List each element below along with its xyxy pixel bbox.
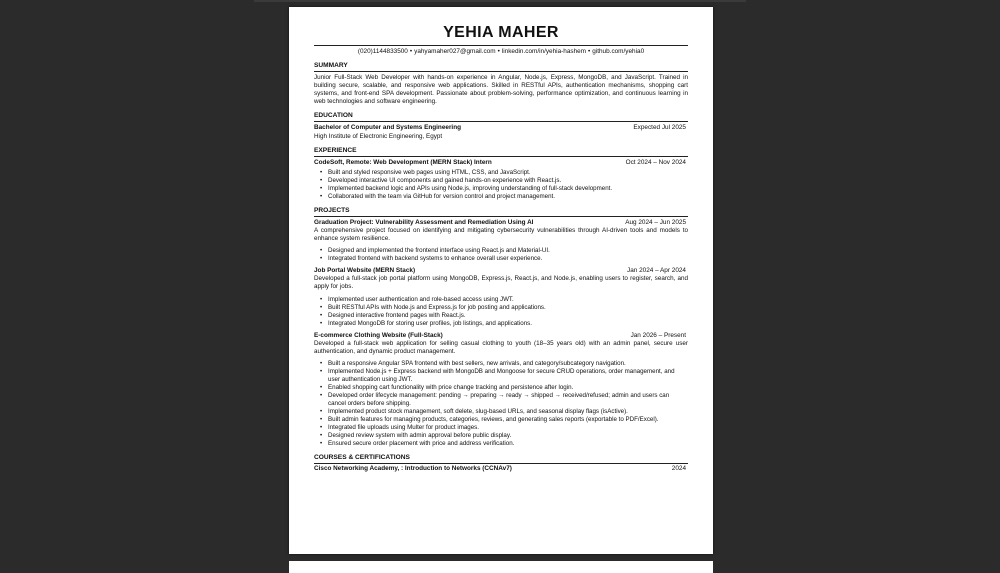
- list-item: • Built and styled responsive web pages using HTML, CSS, and JavaScript.: [328, 169, 688, 177]
- education-entry: [314, 124, 688, 140]
- school: High Institute of Electronic Engineering, Egypt: [314, 132, 443, 140]
- list-item: • Collaborated with the team via GitHub for version control and project management.: [328, 193, 688, 201]
- resume-name: YEHIA MAHER: [443, 24, 559, 41]
- list-item: • Designed review system with admin approval before public display.: [328, 432, 688, 440]
- list-item: • Ensured secure order placement with price and address verification.: [328, 440, 688, 448]
- summary-text: Junior Full-Stack Web Developer with hands-on experience in Angular, Node.js, Express, MongoDB, and JavaScript. Trained in building secure, scalable, and responsive web applications. Skilled in RESTful APIs, authentication mechanisms, shopping cart systems, and front-end SPA development. Passionate about problem-solving, performance optimization, and continuous learning in web technologies and software engineering.: [314, 74, 688, 106]
- contact-linkedin[interactable]: linkedin.com/in/yehia-hashem: [501, 48, 586, 55]
- list-item: • Implemented Node.js + Express backend with MongoDB and Mongoose for secure CRUD operations, order management, and user authentication using JWT.: [328, 368, 688, 384]
- courses-heading: COURSES & CERTIFICATIONS: [314, 454, 688, 464]
- resume-page: [289, 7, 713, 554]
- list-item: • Implemented backend logic and APIs using Node.js, improving understanding of full-stack development.: [328, 185, 688, 193]
- project-name: Graduation Project: Vulnerability Assessment and Remediation Using AI: [314, 218, 534, 226]
- course-name: Cisco Networking Academy, : Introduction to Networks (CCNAv7): [314, 464, 512, 472]
- contact-separator: •: [497, 48, 500, 55]
- project-date: Aug 2024 – Jun 2025: [625, 218, 686, 226]
- project-ecommerce: [314, 332, 688, 448]
- education-heading: EDUCATION: [314, 112, 688, 122]
- list-item: • Integrated frontend with backend systems to enhance overall user experience.: [328, 255, 688, 263]
- list-item: • Built a responsive Angular SPA frontend with best sellers, new arrivals, and category/subcategory navigation.: [328, 360, 688, 368]
- list-item: • Developed order lifecycle management: pending → preparing → ready → shipped → received/refused; admin and users can cancel orders before shipping.: [328, 392, 688, 408]
- course-date: 2024: [671, 464, 686, 472]
- experience-bullets: [314, 169, 688, 201]
- viewer-top-edge: [254, 0, 746, 2]
- contact-separator: •: [588, 48, 591, 55]
- project-name: Job Portal Website (MERN Stack): [314, 267, 416, 275]
- project-desc: Developed a full-stack job portal platform using MongoDB, Express.js, React.js, and Node.js, enabling users to register, search, and apply for jobs.: [314, 275, 688, 291]
- contact-line: [314, 45, 688, 56]
- project-name: E-commerce Clothing Website (Full-Stack): [314, 331, 443, 339]
- list-item: • Developed interactive UI components and gained hands-on experience with React.js.: [328, 177, 688, 185]
- list-item: • Built admin features for managing products, categories, reviews, and generating sales reports (exportable to PDF/Excel).: [328, 416, 688, 424]
- projects-heading: PROJECTS: [314, 207, 688, 217]
- next-page-edge: [289, 561, 713, 573]
- project-bullets: [314, 247, 688, 263]
- list-item: • Designed interactive frontend pages with React.js.: [328, 312, 688, 320]
- project-graduation: [314, 219, 688, 263]
- list-item: • Enabled shopping cart functionality with price change tracking and persistence after login.: [328, 384, 688, 392]
- list-item: • Implemented product stock management, soft delete, slug-based URLs, and seasonal display flags (isActive).: [328, 408, 688, 416]
- project-desc: Developed a full-stack web application for selling casual clothing to youth (18–35 years old) with an admin panel, secure user authentication, and dynamic product management.: [314, 339, 688, 355]
- project-bullets: [314, 296, 688, 328]
- list-item: • Designed and implemented the frontend interface using React.js and Material-UI.: [328, 247, 688, 255]
- list-item: • Built RESTful APIs with Node.js and Express.js for job posting and applications.: [328, 304, 688, 312]
- list-item: • Integrated file uploads using Multer for product images.: [328, 424, 688, 432]
- project-bullets: [314, 360, 688, 448]
- experience-date: Oct 2024 – Nov 2024: [625, 158, 686, 166]
- contact-github[interactable]: github.com/yehia0: [592, 48, 645, 55]
- list-item: • Integrated MongoDB for storing user profiles, job listings, and applications.: [328, 320, 688, 328]
- contact-email[interactable]: yahyamaher027@gmail.com: [414, 48, 496, 55]
- contact-separator: •: [409, 48, 413, 55]
- experience-entry: [314, 159, 688, 201]
- contact-phone: (020)1144833500: [357, 48, 408, 55]
- degree: Bachelor of Computer and Systems Engineering: [314, 124, 462, 132]
- education-date: Expected Jul 2025: [633, 124, 686, 132]
- course-entry: [314, 465, 688, 473]
- list-item: • Implemented user authentication and role-based access using JWT.: [328, 296, 688, 304]
- summary-heading: SUMMARY: [314, 62, 688, 72]
- experience-heading: EXPERIENCE: [314, 147, 688, 157]
- experience-role: CodeSoft, Remote: Web Development (MERN Stack) Intern: [314, 158, 492, 166]
- project-job-portal: [314, 267, 688, 327]
- project-desc: A comprehensive project focused on identifying and mitigating cybersecurity vulnerabilities through AI-driven tools and models to enhance system resilience.: [314, 226, 688, 243]
- project-date: Jan 2026 – Present: [630, 331, 686, 339]
- project-date: Jan 2024 – Apr 2024: [627, 267, 686, 275]
